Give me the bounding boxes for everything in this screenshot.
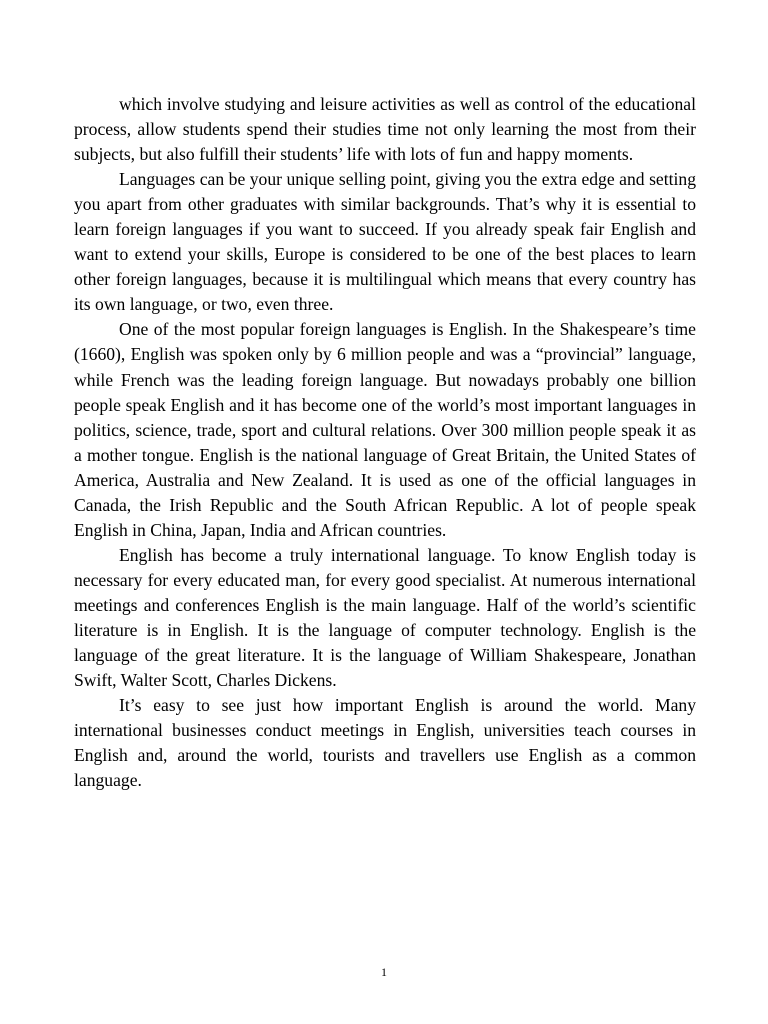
paragraph-english-importance: It’s easy to see just how important English is around the world. Many international businesses conduct meetings in English, universities teach courses in English and, around the world, tourists and travellers use English as a common language. [74,695,696,791]
paragraph-continuation: which involve studying and leisure activities as well as control of the educational process, allow students spend their studies time not only learning the most from their subjects, but also fulfill their students’ life with lots of fun and happy moments. [74,94,696,165]
paragraph-international-language: English has become a truly international language. To know English today is necessary for every educated man, for every good specialist. At numerous international meetings and conferences English is the main language. Half of the world’s scientific literature is in English. It is the language of computer technology. English is the language of the great literature. It is the language of William Shakespeare, Jonathan Swift, Walter Scott, Charles Dickens. [74,544,696,691]
paragraph-languages-selling-point: Languages can be your unique selling point, giving you the extra edge and setting you apart from other graduates with similar backgrounds. That’s why it is essential to learn foreign languages if you want to succeed. If you already speak fair English and want to extend your skills, Europe is considered to be one of the best places to learn other foreign languages, because it is multilingual which means that every country has its own language, or two, even three. [74,169,696,315]
paragraph-english-popularity: One of the most popular foreign languages is English. In the Shakespeare’s time (1660), English was spoken only by 6 million people and was a “provincial” language, while French was the leading foreign language. But nowadays probably one billion people speak English and it has become one of the world’s most important languages in politics, science, trade, sport and cultural relations. Over 300 million people speak it as a mother tongue. English is the national language of Great Britain, the United States of America, Australia and New Zealand. It is used as one of the official languages in Canada, the Irish Republic and the South African Republic. A lot of people speak English in China, Japan, India and African countries. [74,319,696,540]
page-number: 1 [381,965,387,979]
document-body [74,92,696,793]
